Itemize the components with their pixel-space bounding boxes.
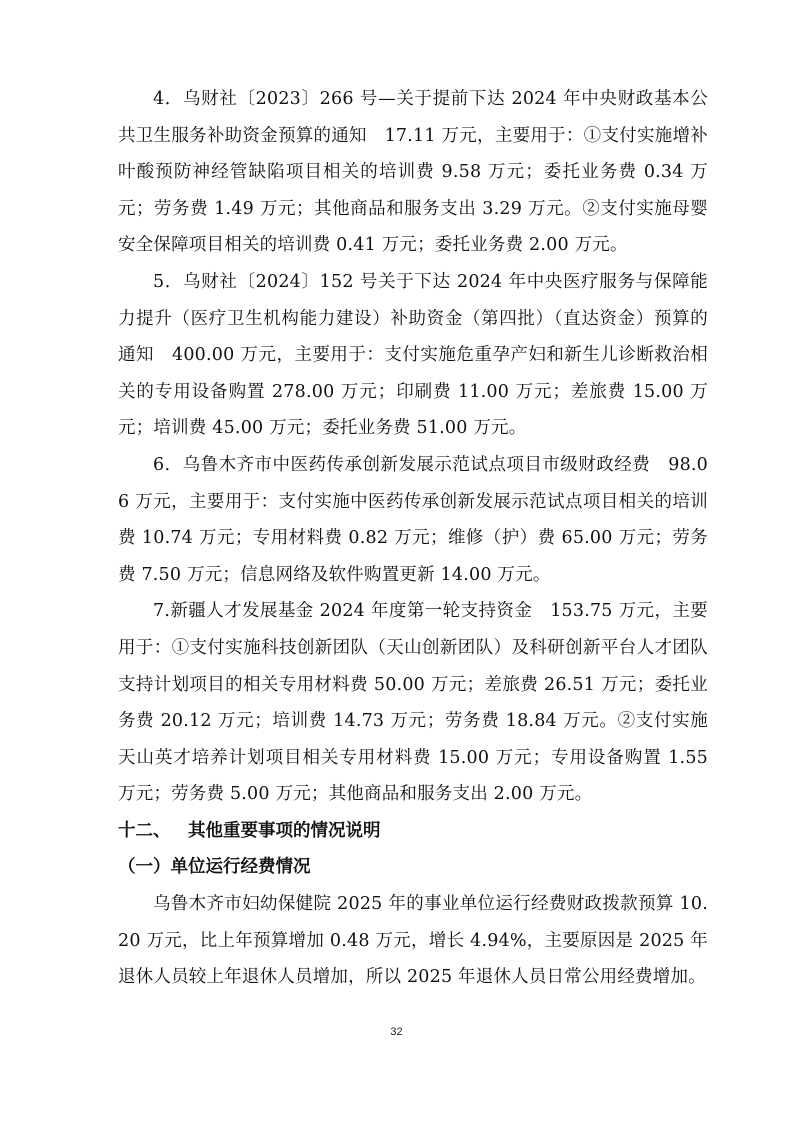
paragraph-item-7: 7.新疆人才发展基金 2024 年度第一轮支持资金 153.75 万元，主要用于：①支付实施科技创新团队（天山创新团队）及科研创新平台人才团队支持计划项目的相关专用材料费 50.00 万元；差旅费 26.51 万元；委托业务费 20.12 万元；培训费 14.73 万元；劳务费 18.84 万元。②支付实施天山英才培养计划项目相关专用材料费 15.00 万元；专用设备购置 1.55 万元；劳务费 5.00 万元；其他商品和服务支出 2.00 万元。 (118, 601, 708, 805)
section-number: 十二、 (118, 820, 171, 841)
page-number: 32 (390, 1026, 403, 1038)
paragraph-item-5: 5．乌财社〔2024〕152 号关于下达 2024 年中央医疗服务与保障能力提升（医疗卫生机构能力建设）补助资金（第四批）（直达资金）预算的通知 400.00 万元，主要用于：支付实施危重孕产妇和新生儿诊断救治相关的专用设备购置 278.00 万元；印刷费 11.00 万元；差旅费 15.00 万元；培训费 45.00 万元；委托业务费 51.00 万元。 (118, 271, 708, 439)
paragraph-operating-funds: 乌鲁木齐市妇幼保健院 2025 年的事业单位运行经费财政拨款预算 10.20 万元，比上年预算增加 0.48 万元，增长 4.94%，主要原因是 2025 年退休人员较上年退休人员增加，所以 2025 年退休人员日常公用经费增加。 (118, 894, 708, 988)
section-heading (118, 813, 708, 850)
paragraph-item-6: 6．乌鲁木齐市中医药传承创新发展示范试点项目市级财政经费 98.06 万元，主要用于：支付实施中医药传承创新发展示范试点项目相关的培训费 10.74 万元；专用材料费 0.82 万元；维修（护）费 65.00 万元；劳务费 7.50 万元；信息网络及软件购置更新 14.00 万元。 (118, 454, 708, 585)
subsection-heading: （一）单位运行经费情况 (118, 857, 311, 878)
paragraph-item-4: 4．乌财社〔2023〕266 号—关于提前下达 2024 年中央财政基本公共卫生服务补助资金预算的通知 17.11 万元，主要用于：①支付实施增补叶酸预防神经管缺陷项目相关的培训费 9.58 万元；委托业务费 0.34 万元；劳务费 1.49 万元；其他商品和服务支出 3.29 万元。②支付实施母婴安全保障项目相关的培训费 0.41 万元；委托业务费 2.00 万元。 (118, 89, 708, 256)
section-title: 其他重要事项的情况说明 (188, 820, 381, 841)
page-content (118, 81, 708, 996)
